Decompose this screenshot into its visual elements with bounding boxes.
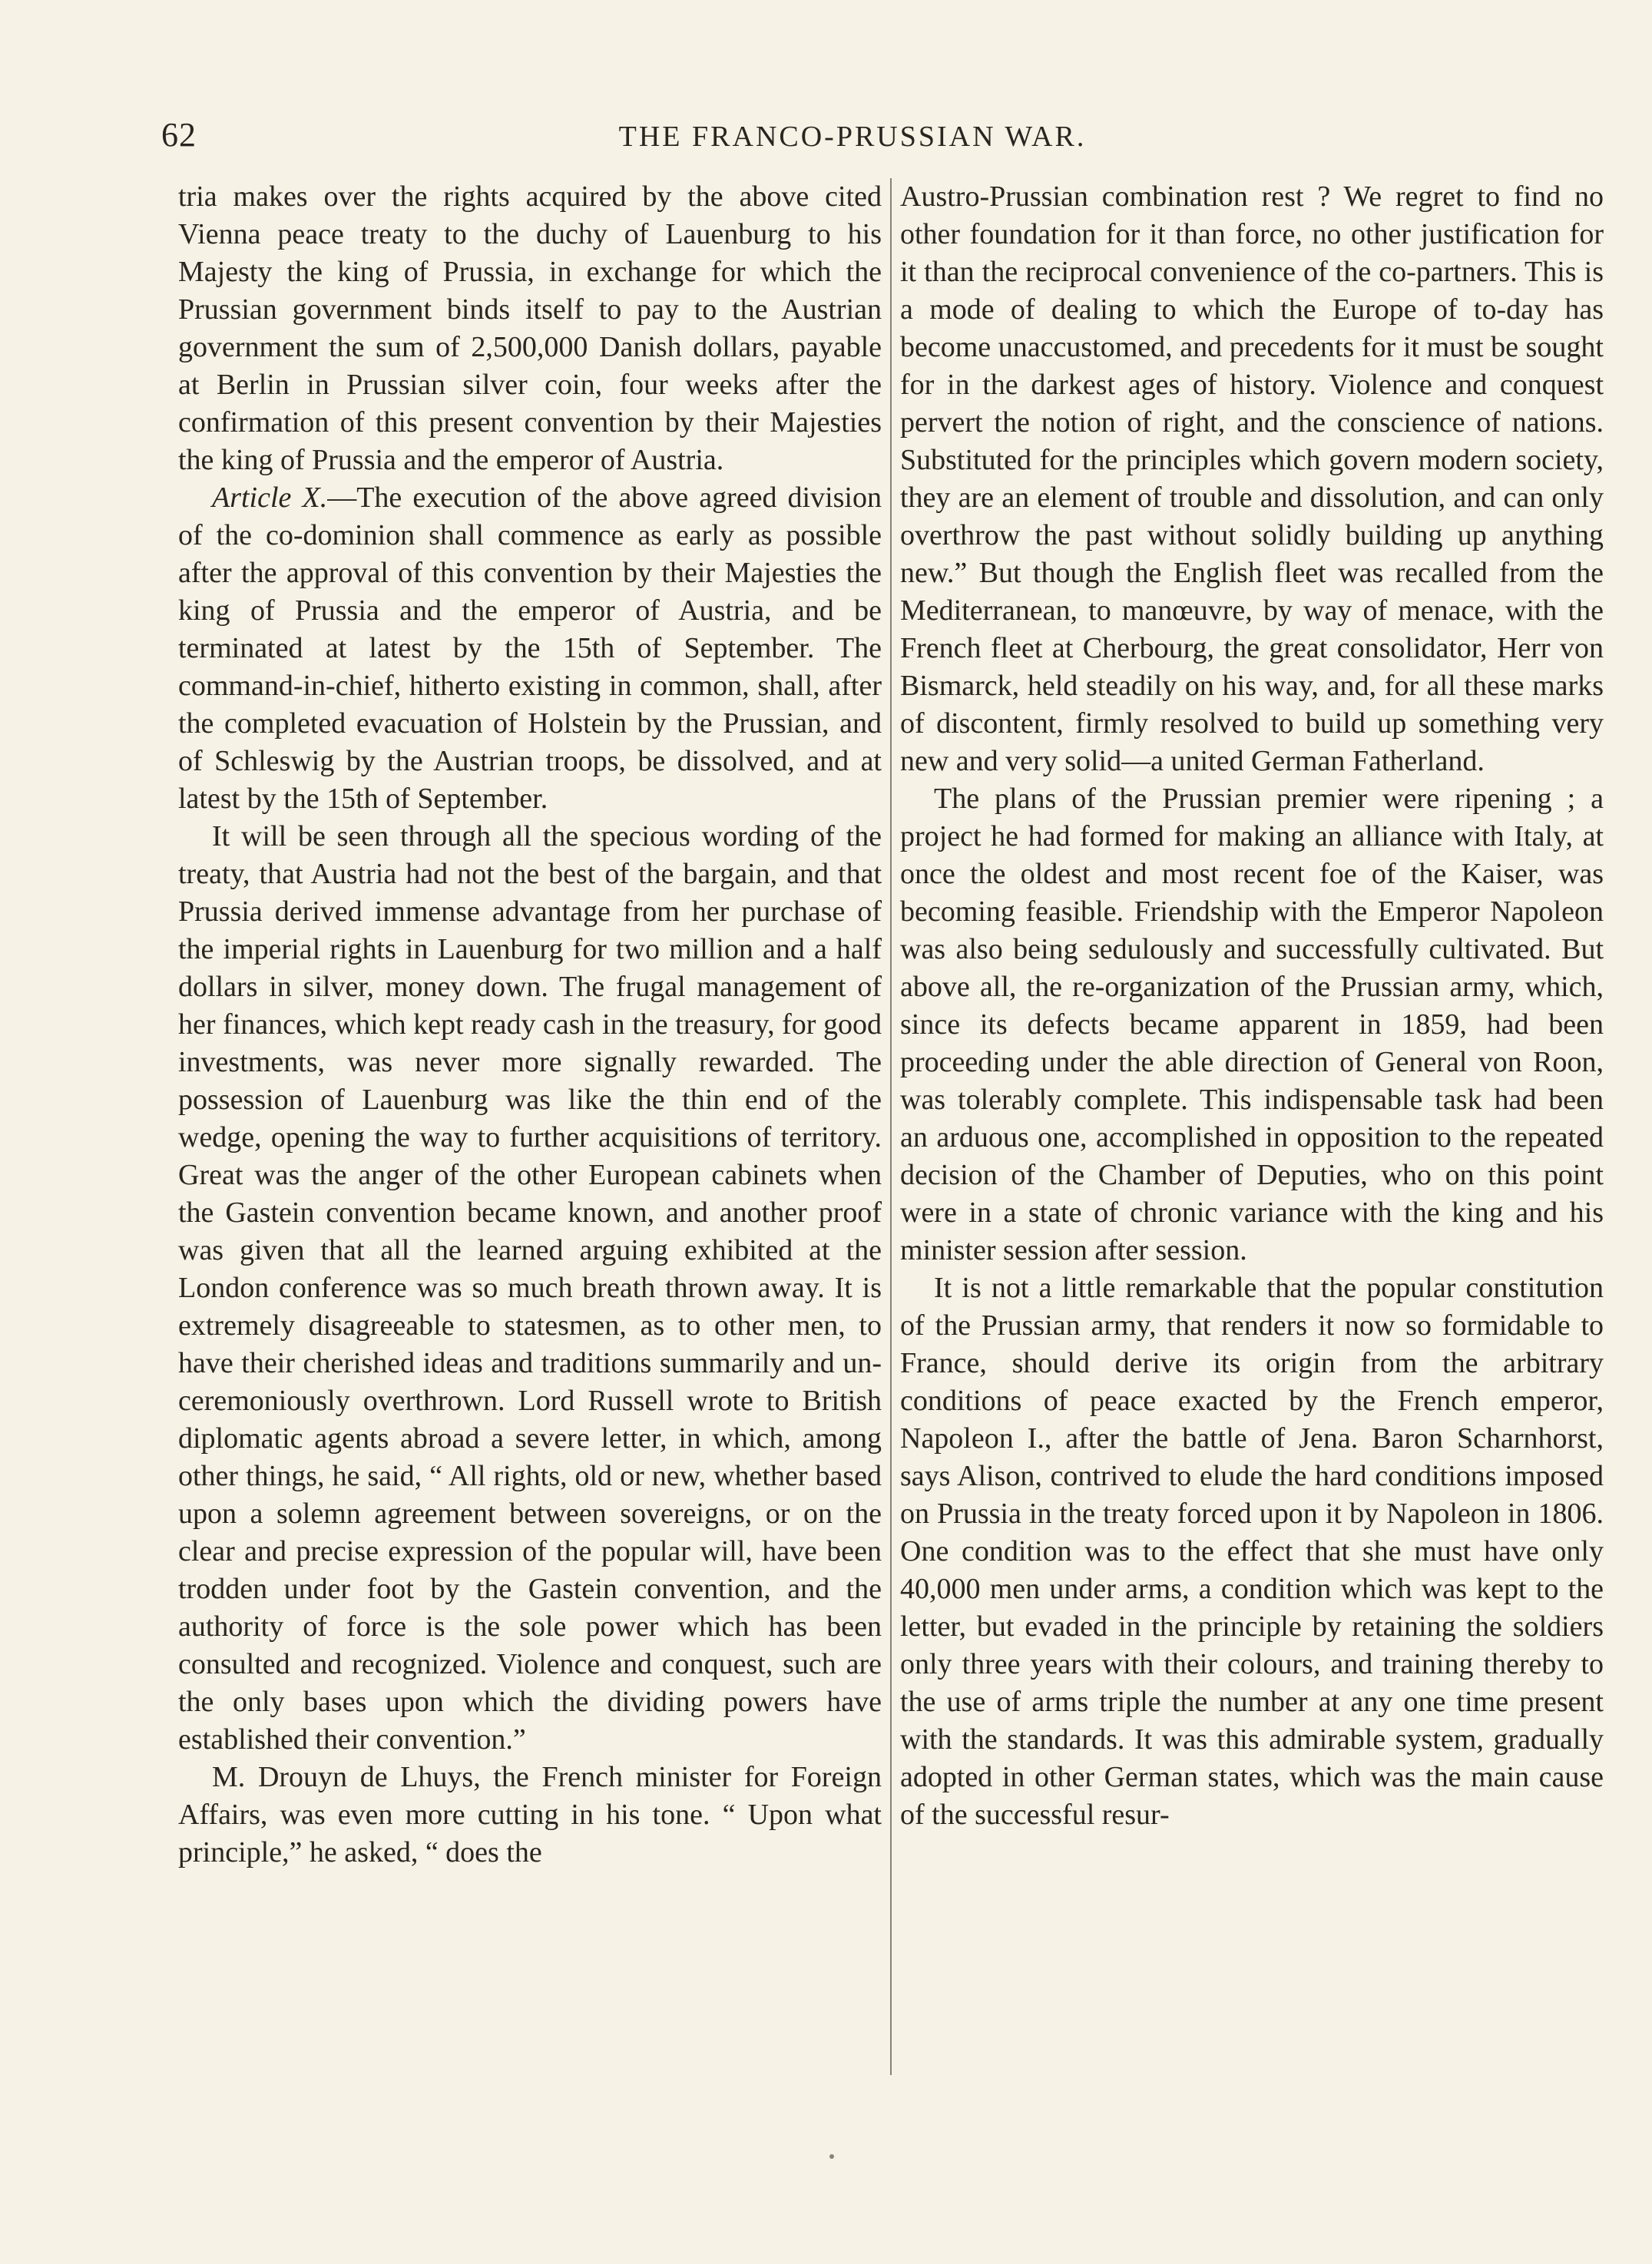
paragraph: Austro-Prussian combination rest ? We regret to find no other foundation for it than force, no other justification for it than the reciprocal convenience of the co-partners. This is a mode of dealing to which the Europe of to-day has become unaccustomed, and precedents for it must be sought for in the darkest ages of history. Violence and conquest pervert the notion of right, and the conscience of nations. Substituted for the principles which govern modern society, they are an element of trouble and dissolution, and can only overthrow the past without solidly building up anything new.” But though the English fleet was recalled from the Mediterranean, to manœuvre, by way of menace, with the French fleet at Cherbourg, the great consolidator, Herr von Bismarck, held steadily on his way, and, for all these marks of discontent, firmly resolved to build up something very new and very solid—a united German Fatherland.	[900, 180, 1604, 777]
paragraph-article-x	[178, 479, 882, 818]
paragraph: M. Drouyn de Lhuys, the French minister for Foreign Affairs, was even more cutting in his tone. “ Upon what principle,” he asked, “ does the	[178, 1761, 882, 1868]
paragraph: tria makes over the rights acquired by the above cited Vienna peace treaty to the duchy of Lauenburg to his Majesty the king of Prussia, in exchange for which the Prussian government binds itself to pay to the Austrian government the sum of 2,500,000 Danish dollars, payable at Berlin in Prussian silver coin, four weeks after the confirmation of this present convention by their Majesties the king of Prussia and the emperor of Austria.	[178, 180, 882, 476]
article-label: Article X.	[212, 482, 328, 514]
page-number: 62	[161, 116, 197, 154]
right-column	[900, 178, 1604, 1834]
page-header	[161, 115, 1544, 161]
paragraph: It will be seen through all the specious wording of the treaty, that Austria had not the best of the bargain, and that Prussia derived immense advantage from her purchase of the imperial rights in Lauenburg for two million and a half dollars in silver, money down. The frugal management of her finances, which kept ready cash in the treasury, for good investments, was never more signally rewarded. The possession of Lauenburg was like the thin end of the wedge, opening the way to further acquisitions of territory. Great was the anger of the other European cabinets when the Gastein convention became known, and another proof was given that all the learned arguing exhibited at the London conference was so much breath thrown away. It is extremely disagreeable to statesmen, as to other men, to have their cherished ideas and traditions summarily and unceremoniously overthrown. Lord Russell wrote to British diplomatic agents abroad a severe letter, in which, among other things, he said, “ All rights, old or new, whether based upon a solemn agreement between sovereigns, or on the clear and precise expression of the popular will, have been trodden under foot by the Gastein convention, and the authority of force is the sole power which has been consulted and recognized. Violence and conquest, such are the only bases upon which the dividing powers have established their convention.”	[178, 820, 882, 1756]
left-column	[178, 178, 882, 1872]
paragraph-text: —The execution of the above agreed division of the co-dominion shall commence as early as possible after the approval of this convention by their Majesties the king of Prussia and the emperor of Austria, and be terminated at latest by the 15th of September. The command-in-chief, hitherto existing in common, shall, after the completed evacuation of Holstein by the Prussian, and of Schleswig by the Austrian troops, be dissolved, and at latest by the 15th of September.	[178, 482, 882, 815]
paragraph: The plans of the Prussian premier were ripening ; a project he had formed for making an alliance with Italy, at once the oldest and most recent foe of the Kaiser, was becoming feasible. Friendship with the Emperor Napoleon was also being sedulously and successfully cultivated. But above all, the re-organization of the Prussian army, which, since its defects became apparent in 1859, had been proceeding under the able direction of General von Roon, was tolerably complete. This indispensable task had been an arduous one, accomplished in opposition to the repeated decision of the Chamber of Deputies, who on this point were in a state of chronic variance with the king and his minister session after session.	[900, 783, 1604, 1266]
printer-mark	[829, 2154, 834, 2159]
column-divider	[890, 178, 892, 2075]
paragraph: It is not a little remarkable that the popular constitution of the Prussian army, that renders it now so formidable to France, should derive its origin from the arbitrary conditions of peace exacted by the French emperor, Napoleon I., after the battle of Jena. Baron Scharnhorst, says Alison, contrived to elude the hard conditions imposed on Prussia in the treaty forced upon it by Napoleon in 1806. One condition was to the effect that she must have only 40,000 men under arms, a condition which was kept to the letter, but evaded in the principle by retaining the soldiers only three years with their colours, and training thereby to the use of arms triple the number at any one time present with the standards. It was this admirable system, gradually adopted in other German states, which was the main cause of the successful resur-	[900, 1272, 1604, 1831]
running-title: THE FRANCO-PRUSSIAN WAR.	[618, 121, 1087, 153]
